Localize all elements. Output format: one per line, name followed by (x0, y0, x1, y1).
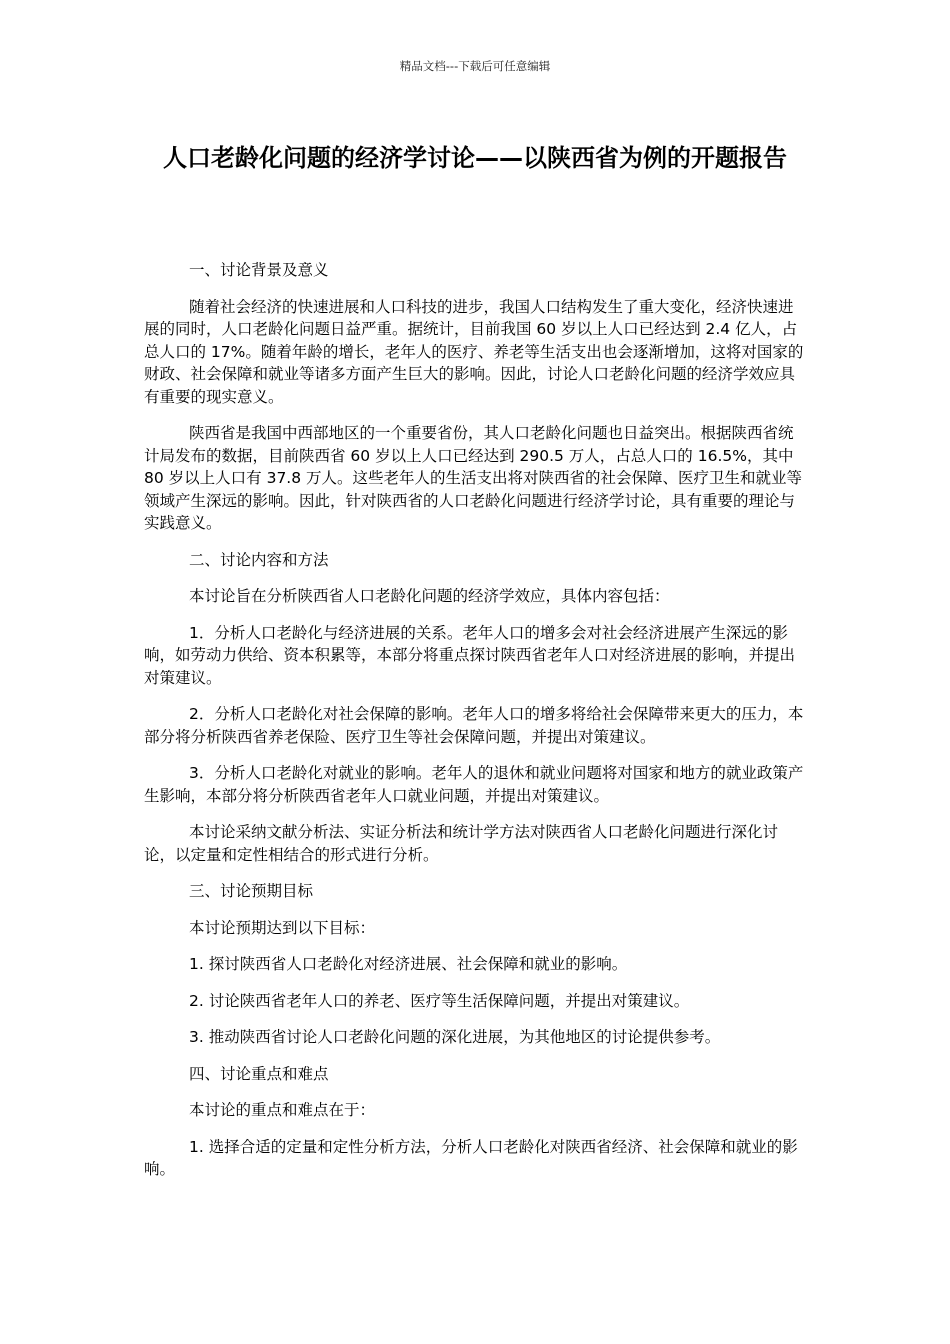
list-item: 1. 选择合适的定量和定性分析方法，分析人口老龄化对陕西省经济、社会保障和就业的影响。 (144, 1137, 798, 1178)
section-heading: 二、讨论内容和方法 (189, 550, 329, 569)
page-header: 精品文档---下载后可任意编辑 (399, 59, 551, 73)
section-heading: 三、讨论预期目标 (189, 882, 314, 900)
paragraph: 本讨论预期达到以下目标： (189, 918, 376, 937)
list-item: 3．分析人口老龄化对就业的影响。老年人的退休和就业问题将对国家和地方的就业政策产生影响，本部分将分析陕西省老年人口就业问题，并提出对策建议。 (144, 764, 804, 805)
section-heading: 一、讨论背景及意义 (189, 261, 329, 279)
paragraph: 本讨论旨在分析陕西省人口老龄化问题的经济学效应，具体内容包括： (189, 587, 670, 605)
list-item: 1. 探讨陕西省人口老龄化对经济进展、社会保障和就业的影响。 (189, 955, 628, 973)
paragraph: 本讨论采纳文献分析法、实证分析法和统计学方法对陕西省人口老龄化问题进行深化讨论，以定量和定性相结合的形式进行分析。 (144, 823, 779, 864)
paragraph: 随着社会经济的快速进展和人口科技的进步，我国人口结构发生了重大变化，经济快速进展的同时，人口老龄化问题日益严重。据统计，目前我国 60 岁以上人口已经达到 2.4 亿人，占总人口的 17%。随着年龄的增长，老年人的医疗、养老等生活支出也会逐渐增加，这将对国家的财政、社会保障和就业等诸多方面产生巨大的影响。因此，讨论人口老龄化问题的经济学效应具有重要的现实意义。 (144, 297, 804, 406)
section-heading: 四、讨论重点和难点 (189, 1064, 329, 1083)
list-item: 2. 讨论陕西省老年人口的养老、医疗等生活保障问题，并提出对策建议。 (189, 991, 690, 1010)
document-title: 人口老龄化问题的经济学讨论——以陕西省为例的开题报告 (163, 144, 787, 172)
list-item: 2．分析人口老龄化对社会保障的影响。老年人口的增多将给社会保障带来更大的压力，本部分将分析陕西省养老保险、医疗卫生等社会保障问题，并提出对策建议。 (144, 705, 804, 746)
document-body (144, 259, 806, 1195)
list-item: 1．分析人口老龄化与经济进展的关系。老年人口的增多会对社会经济进展产生深远的影响，如劳动力供给、资本积累等，本部分将重点探讨陕西省老年人口对经济进展的影响，并提出对策建议。 (144, 623, 796, 687)
paragraph: 本讨论的重点和难点在于： (189, 1101, 376, 1119)
list-item: 3. 推动陕西省讨论人口老龄化问题的深化进展，为其他地区的讨论提供参考。 (189, 1028, 721, 1046)
paragraph: 陕西省是我国中西部地区的一个重要省份，其人口老龄化问题也日益突出。根据陕西省统计局发布的数据，目前陕西省 60 岁以上人口已经达到 290.5 万人，占总人口的 16.5%，其中 80 岁以上人口有 37.8 万人。这些老年人的生活支出将对陕西省的社会保障、医疗卫生和就业等领域产生深远的影响。因此，针对陕西省的人口老龄化问题进行经济学讨论，具有重要的理论与实践意义。 (144, 424, 803, 532)
